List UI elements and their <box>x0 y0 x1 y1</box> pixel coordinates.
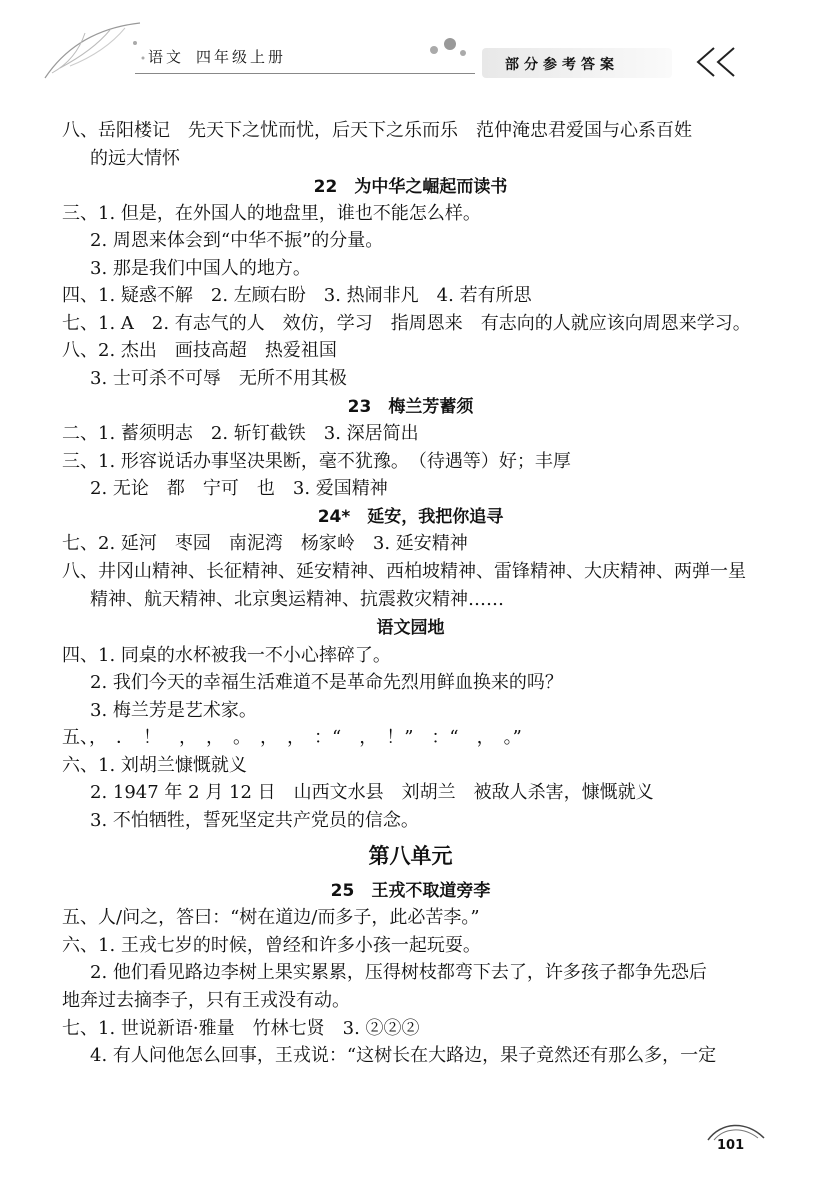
answer-line: 的远大情怀 <box>90 148 180 169</box>
section-heading: 24* 延安，我把你追寻 <box>317 507 504 527</box>
answer-line: 2. 无论 都 宁可 也 3. 爱国精神 <box>90 478 388 499</box>
answer-line: 4. 有人问他怎么回事，王戎说：“这树长在大路边，果子竟然还有那么多，一定 <box>90 1045 717 1066</box>
answer-line: 五、人/问之，答曰：“树在道边/而多子，此必苦李。” <box>62 907 480 928</box>
answer-line: 地奔过去摘李子，只有王戎没有动。 <box>62 990 350 1011</box>
answer-line: 2. 他们看见路边李树上果实累累，压得树枝都弯下去了，许多孩子都争先恐后 <box>90 962 707 983</box>
section-heading: 语文园地 <box>376 618 445 638</box>
answer-line: 六、1. 刘胡兰慷慨就义 <box>62 755 247 776</box>
answer-line: 三、1. 形容说话办事坚决果断，毫不犹豫。 （待遇等）好；丰厚 <box>62 451 571 472</box>
answer-line: 精神、航天精神、北京奥运精神、抗震救灾精神…… <box>90 589 504 610</box>
answer-line: 四、1. 疑惑不解 2. 左顾右盼 3. 热闹非凡 4. 若有所思 <box>62 285 532 306</box>
answer-line: 五、， ． ！ ， ， 。 ， ， ：“ ， ！” ：“ ， 。” <box>62 727 522 748</box>
answer-line: 3. 不怕牺牲，誓死坚定共产党员的信念。 <box>90 810 419 831</box>
unit-title: 第八单元 <box>368 844 453 868</box>
header-rule <box>135 73 475 74</box>
section-heading: 25 王戎不取道旁李 <box>330 881 491 901</box>
answer-line: 六、1. 王戎七岁的时候，曾经和许多小孩一起玩耍。 <box>62 935 481 956</box>
answer-line: 八、井冈山精神、长征精神、延安精神、西柏坡精神、雷锋精神、大庆精神、两弹一星 <box>62 561 746 582</box>
section-heading: 22 为中华之崛起而读书 <box>313 177 508 197</box>
answer-line: 七、2. 延河 枣园 南泥湾 杨家岭 3. 延安精神 <box>62 533 468 554</box>
page-header <box>0 0 821 110</box>
answer-line: 2. 周恩来体会到“中华不振”的分量。 <box>90 230 384 251</box>
header-subject-grade <box>148 46 298 67</box>
answer-line: 2. 我们今天的幸福生活难道不是革命先烈用鲜血换来的吗？ <box>90 672 563 693</box>
answer-line: 七、1. 世说新语·雅量 竹林七贤 3. ②②② <box>62 1018 420 1039</box>
page-number: 101 <box>717 1138 745 1153</box>
answer-line: 八、岳阳楼记 先天下之忧而忧，后天下之乐而乐 范仲淹忠君爱国与心系百姓 <box>62 120 692 141</box>
answer-line: 四、1. 同桌的水杯被我一不小心摔碎了。 <box>62 645 391 666</box>
answer-line: 2. 1947 年 2 月 12 日 山西文水县 刘胡兰 被敌人杀害，慷慨就义 <box>90 782 654 803</box>
answer-line: 三、1. 但是，在外国人的地盘里，谁也不能怎么样。 <box>62 203 481 224</box>
section-heading: 23 梅兰芳蓄须 <box>347 397 474 417</box>
double-chevron-left-icon <box>692 44 740 80</box>
feather-decoration-icon <box>40 18 150 88</box>
answer-line: 七、1. A 2. 有志气的人 效仿，学习 指周恩来 有志向的人就应该向周恩来学习。 <box>62 313 751 334</box>
answer-line: 3. 士可杀不可辱 无所不用其极 <box>90 368 347 389</box>
answer-line: 八、2. 杰出 画技高超 热爱祖国 <box>62 340 337 361</box>
answer-line: 3. 那是我们中国人的地方。 <box>90 258 311 279</box>
header-answer-label: 部分参考答案 <box>505 57 619 73</box>
answer-line: 二、1. 蓄须明志 2. 斩钉截铁 3. 深居简出 <box>62 423 419 444</box>
header-grade: 四年级上册 <box>196 48 287 66</box>
header-subject: 语文 <box>148 48 185 66</box>
answer-line: 3. 梅兰芳是艺术家。 <box>90 700 257 721</box>
